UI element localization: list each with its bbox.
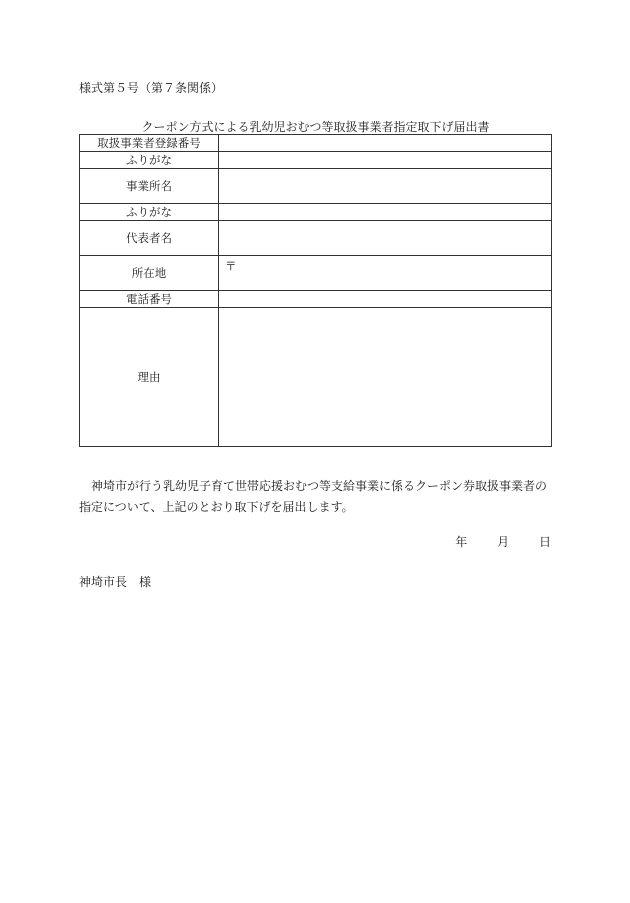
row-furigana-office bbox=[80, 152, 552, 169]
date-month: 月 bbox=[497, 535, 510, 549]
furigana-representative-label: ふりがな bbox=[80, 204, 219, 221]
phone-field[interactable] bbox=[219, 291, 552, 308]
row-furigana-representative bbox=[80, 204, 552, 221]
furigana-office-label: ふりがな bbox=[80, 152, 219, 169]
declaration-text bbox=[79, 476, 552, 518]
form-table bbox=[79, 134, 552, 447]
furigana-representative-field[interactable] bbox=[219, 204, 552, 221]
row-address bbox=[80, 256, 552, 291]
declaration-paragraph: 神埼市が行う乳幼児子育て世帯応援おむつ等支給事業に係るクーポン券取扱事業者の指定について、上記のとおり取下げを届出します。 bbox=[79, 479, 548, 514]
date-day: 日 bbox=[538, 535, 551, 549]
row-phone bbox=[80, 291, 552, 308]
registration-no-field[interactable] bbox=[219, 135, 552, 152]
date-year: 年 bbox=[455, 535, 468, 549]
row-registration-no bbox=[80, 135, 552, 152]
date-line bbox=[429, 533, 551, 550]
row-representative bbox=[80, 221, 552, 256]
address-label: 所在地 bbox=[80, 256, 219, 291]
address-field[interactable] bbox=[219, 256, 552, 291]
office-name-label: 事業所名 bbox=[80, 169, 219, 204]
phone-label: 電話番号 bbox=[80, 291, 219, 308]
office-name-field[interactable] bbox=[219, 169, 552, 204]
registration-no-label: 取扱事業者登録番号 bbox=[80, 135, 219, 152]
document-title: クーポン方式による乳幼児おむつ等取扱事業者指定取下げ届出書 bbox=[141, 120, 490, 134]
addressee: 神埼市長 様 bbox=[79, 575, 152, 589]
reason-label: 理由 bbox=[80, 308, 219, 447]
row-office-name bbox=[80, 169, 552, 204]
furigana-office-field[interactable] bbox=[219, 152, 552, 169]
form-number: 様式第５号（第７条関係） bbox=[79, 81, 224, 95]
reason-field[interactable] bbox=[219, 308, 552, 447]
representative-field[interactable] bbox=[219, 221, 552, 256]
postal-mark: 〒 bbox=[225, 259, 237, 273]
representative-label: 代表者名 bbox=[80, 221, 219, 256]
row-reason bbox=[80, 308, 552, 447]
